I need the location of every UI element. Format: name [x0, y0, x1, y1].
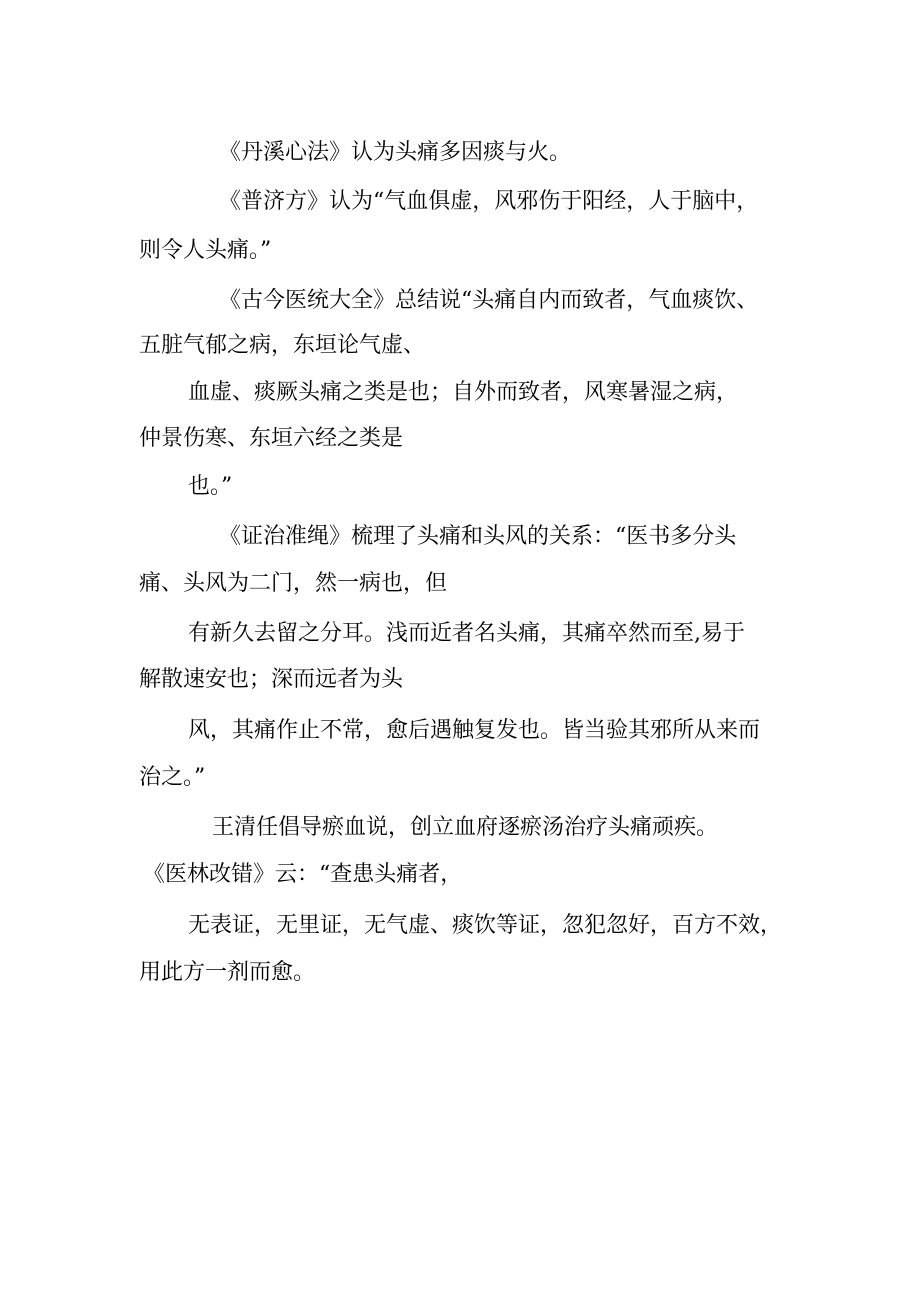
text-line: 用此方一剂而愈。 [139, 960, 316, 985]
text-line: 《证治准绳》梳理了头痛和头风的关系：“医书多分头 [219, 524, 737, 549]
text-line: 也。” [188, 474, 233, 499]
text-line: 《普济方》认为“气血俱虚，风邪伤于阳经，人于脑中， [219, 189, 759, 214]
text-line: 《古今医统大全》总结说“头痛自内而致者，气血痰饮、 [219, 288, 759, 313]
text-line: 仲景伤寒、东垣六经之类是 [139, 426, 404, 451]
text-line: 则令人头痛。” [139, 238, 272, 263]
text-line: 五脏气郁之病，东垣论气虚、 [139, 333, 426, 358]
text-line: 王清任倡导瘀血说，创立血府逐瘀汤治疗头痛顽疾。 [212, 815, 719, 840]
text-line: 风，其痛作止不常，愈后遇触复发也。皆当验其邪所从来而 [188, 718, 761, 743]
text-line: 解散速安也；深而远者为头 [139, 667, 404, 692]
text-line: 痛、头风为二门，然一病也，但 [139, 571, 448, 596]
text-line: 《丹溪心法》认为头痛多因痰与火。 [219, 140, 572, 165]
text-line: 血虚、痰厥头痛之类是也；自外而致者，风寒暑湿之病， [188, 380, 739, 405]
text-line: 治之。” [139, 765, 206, 790]
text-line: 有新久去留之分耳。浅而近者名头痛，其痛卒然而至,易于 [188, 621, 745, 646]
text-line: 《医林改错》云：“查患头痛者， [143, 862, 463, 887]
text-line: 无表证，无里证，无气虚、痰饮等证，忽犯忽好，百方不效， [188, 913, 783, 938]
